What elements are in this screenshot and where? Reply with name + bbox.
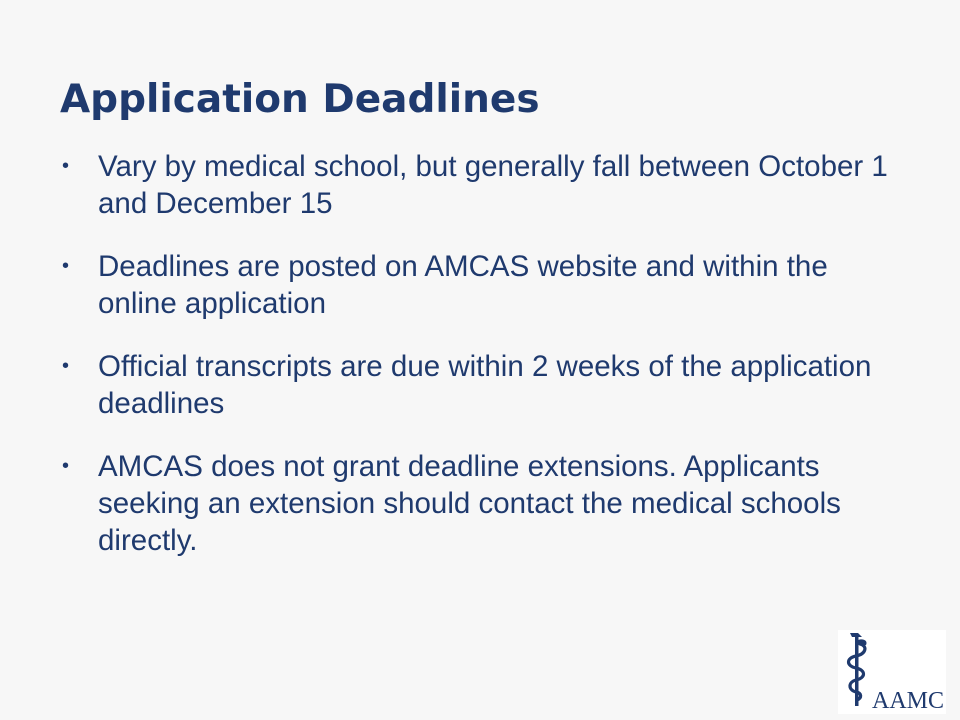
logo-wordmark: AAMC bbox=[872, 688, 945, 714]
bullet-marker: • bbox=[62, 155, 70, 177]
aamc-logo bbox=[838, 630, 946, 714]
bullet-item bbox=[62, 448, 902, 559]
bullet-marker: • bbox=[62, 255, 70, 277]
staff-top bbox=[850, 633, 862, 637]
bullet-item bbox=[62, 148, 902, 222]
bullet-marker: • bbox=[62, 355, 70, 377]
bullet-item bbox=[62, 348, 902, 422]
bullet-text: AMCAS does not grant deadline extensions. Applicants seeking an extension should contact the medical schools directly. bbox=[98, 450, 841, 557]
bullet-item bbox=[62, 248, 902, 322]
serpent-head bbox=[858, 639, 867, 645]
bullet-marker: • bbox=[62, 455, 70, 477]
bullet-list bbox=[62, 148, 902, 585]
bullet-text: Deadlines are posted on AMCAS website and within the online application bbox=[98, 250, 828, 320]
bullet-text: Official transcripts are due within 2 weeks of the application deadlines bbox=[98, 350, 872, 420]
slide-title: Application Deadlines bbox=[60, 77, 540, 122]
caduceus-icon bbox=[838, 630, 946, 714]
bullet-text: Vary by medical school, but generally fall between October 1 and December 15 bbox=[98, 150, 888, 220]
